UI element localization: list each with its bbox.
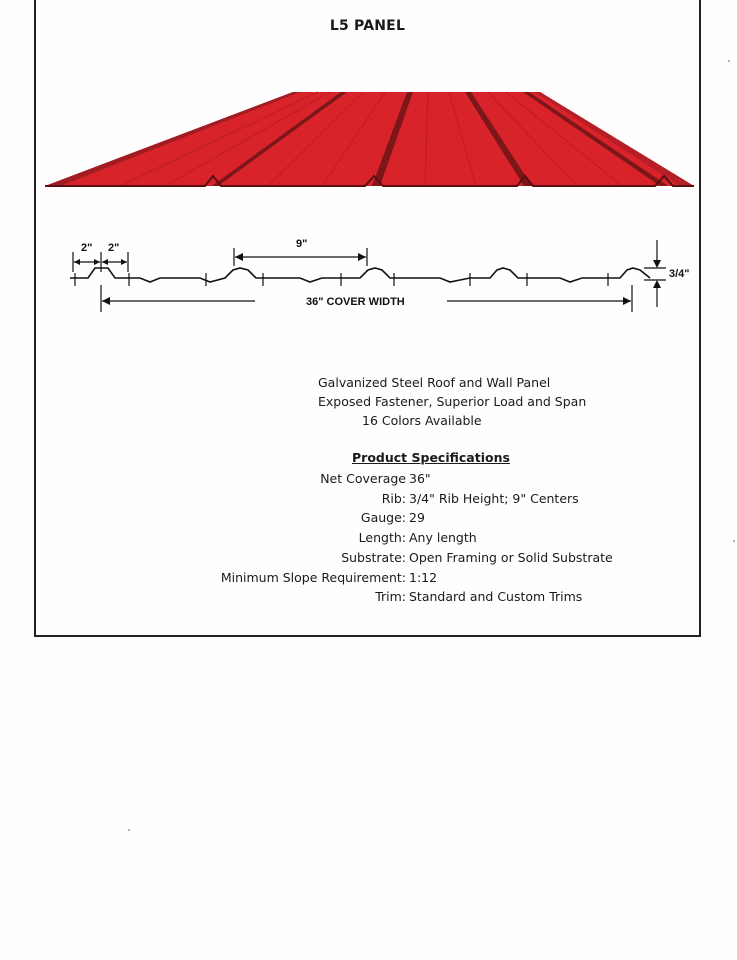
dim-rib-height-label: 3/4" <box>669 268 690 280</box>
dim-cover-width-label: 36" COVER WIDTH <box>306 296 405 308</box>
spec-label: Trim: <box>375 589 406 605</box>
intro-line-3: 16 Colors Available <box>362 413 482 428</box>
panel-image <box>45 92 694 186</box>
spec-row <box>160 568 613 588</box>
scan-speck <box>728 60 730 62</box>
spec-value: 36" <box>409 471 431 486</box>
spec-value: 3/4" Rib Height; 9" Centers <box>409 490 579 506</box>
spec-label: Minimum Slope Requirement: <box>220 569 406 585</box>
spec-value: Standard and Custom Trims <box>409 589 583 605</box>
intro-line-1: Galvanized Steel Roof and Wall Panel <box>318 375 551 390</box>
panel-illustration <box>0 0 737 340</box>
spec-row <box>160 548 613 568</box>
spec-label: Substrate: <box>341 549 406 565</box>
page-title: L5 PANEL <box>329 18 406 34</box>
spec-row <box>160 508 613 528</box>
dim-rib-center-label: 9" <box>296 238 308 250</box>
spec-label: Rib: <box>381 490 406 506</box>
spec-row <box>160 528 613 548</box>
intro-line-2: Exposed Fastener, Superior Load and Span <box>318 394 587 409</box>
spec-label: Gauge: <box>360 510 406 526</box>
spec-row <box>160 469 613 489</box>
specs-table <box>160 469 613 607</box>
spec-label: Length: <box>358 530 406 546</box>
dim-left-1-label: 2" <box>81 242 93 254</box>
spec-value: Any length <box>409 530 477 546</box>
spec-label: Net Coverage <box>320 471 406 486</box>
spec-value: 29 <box>409 510 425 526</box>
spec-value: 1:12 <box>409 569 438 585</box>
specs-heading: Product Specifications <box>352 450 510 465</box>
spec-value: Open Framing or Solid Substrate <box>409 549 613 565</box>
scan-speck <box>733 540 735 542</box>
spec-row <box>160 587 613 607</box>
dim-left-2-label: 2" <box>108 242 120 254</box>
scan-speck <box>128 829 130 831</box>
spec-row <box>160 489 613 509</box>
product-intro <box>318 373 586 430</box>
